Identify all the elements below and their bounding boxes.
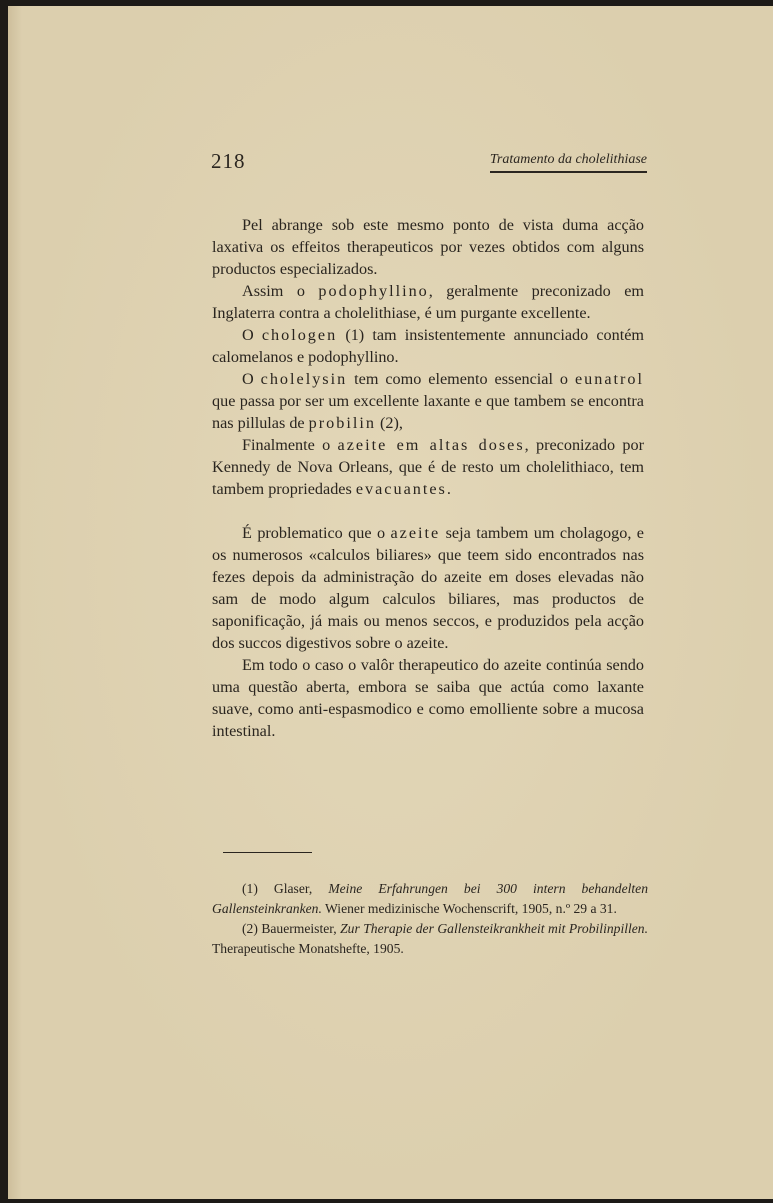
footnote-source: Therapeutische Monatshefte, 1905.: [212, 941, 404, 956]
paragraph: [212, 654, 644, 742]
footnote-divider: [223, 852, 312, 853]
text-run: O: [242, 370, 261, 388]
footnote-2: [212, 919, 648, 959]
footnote-author: Bauermeister,: [257, 921, 341, 936]
spaced-term: probilin: [308, 414, 376, 432]
text-run: O: [242, 326, 262, 344]
spaced-term: azeite em altas doses: [337, 436, 525, 454]
footnote-1: [212, 879, 648, 919]
paragraph: [212, 522, 644, 654]
spaced-term: podophyllino: [318, 282, 429, 300]
page-header: [211, 149, 647, 179]
text-run: seja tambem um cholagogo, e os numerosos «calculos biliares» que teem sido encontrados nas fezes depois da administração do azeite em doses elevadas não sam de modo algum calculos biliares, mas productos de saponificação, já mais ou menos seccos, e produzidos pela acção dos succos digestivos sobre o azeite.: [212, 524, 644, 652]
text-run: Finalmente o: [242, 436, 338, 454]
text-run: que passa por ser um excellente laxante e que tambem se encontra nas pillulas de: [212, 392, 644, 432]
paragraph: [212, 368, 644, 434]
text-run: tem como elemento essencial o: [347, 370, 575, 388]
spaced-term: cholelysin: [260, 370, 348, 388]
spaced-term: chologen: [261, 326, 338, 344]
book-page: [8, 6, 773, 1199]
text-run: .: [446, 480, 451, 498]
page-number: 218: [211, 149, 246, 173]
text-run: , geralmente preconizado em Inglaterra contra a cholelithiase, é um purgante excellente.: [212, 282, 644, 322]
spaced-term: evacuantes: [355, 480, 447, 498]
paragraph-text: Em todo o caso o valôr therapeutico do azeite continúa sendo uma questão aberta, embora se saiba que actúa como laxante suave, como anti-espasmodico e como emolliente sobre a mucosa intestinal.: [212, 656, 644, 740]
footnote-title: Zur Therapie der Gallensteikrankheit mit Probilinpillen.: [340, 921, 649, 936]
spaced-term: azeite: [390, 524, 441, 542]
footnote-marker: (1): [242, 881, 258, 896]
running-title: Tratamento da cholelithiase: [490, 152, 647, 173]
main-text: [212, 214, 644, 742]
paragraph: [212, 280, 644, 324]
text-run: (2),: [375, 414, 403, 432]
footnote-title: Meine Erfahrungen bei 300 intern behandelten Gallensteinkranken.: [212, 881, 648, 916]
paragraph: [212, 324, 644, 368]
paragraph: [212, 434, 644, 500]
footnote-author: Glaser,: [257, 881, 329, 896]
text-run: , preconizado por Kennedy de Nova Orleans, que é de resto um cholelithiaco, tem tambem propriedades: [212, 436, 644, 498]
text-run: (1) tam insistentemente annunciado contém calomelanos e podophyllino.: [212, 326, 644, 366]
footnote-source: Wiener medizinische Wochenscrift, 1905, n.º 29 a 31.: [321, 901, 617, 916]
footnote-marker: (2): [242, 921, 258, 936]
paragraph-text: Pel abrange sob este mesmo ponto de vista duma acção laxativa os effeitos therapeuticos por vezes obtidos com alguns productos especializados.: [212, 216, 644, 278]
paragraph: [212, 214, 644, 280]
text-run: Assim o: [242, 282, 319, 300]
text-run: É problematico que o: [242, 524, 391, 542]
spaced-term: eunatrol: [574, 370, 644, 388]
footnotes: [212, 879, 648, 959]
